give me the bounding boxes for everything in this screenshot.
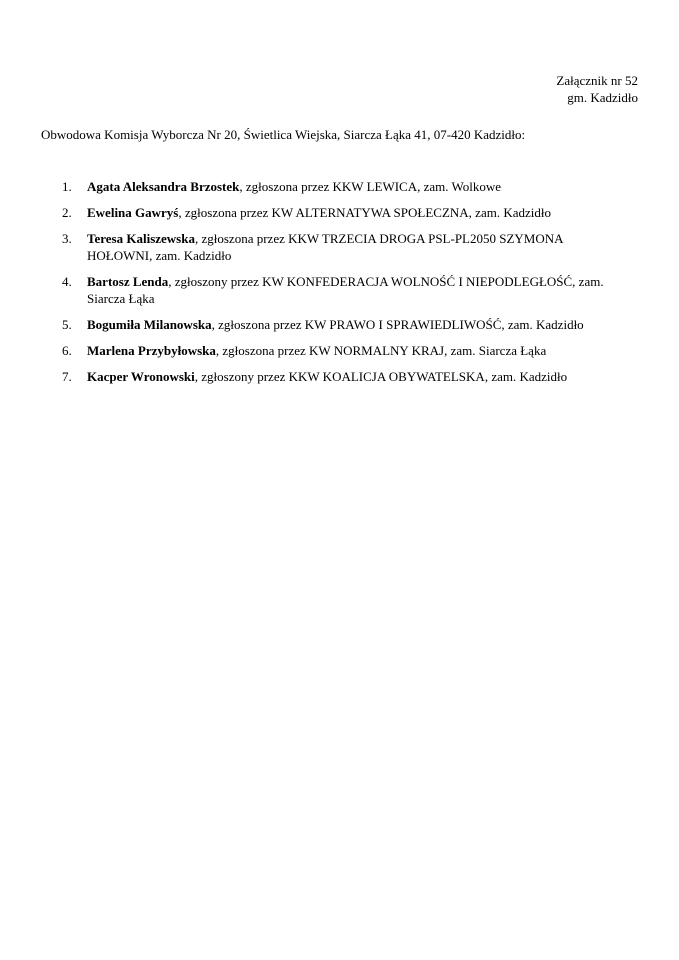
member-name: Kacper Wronowski xyxy=(87,369,195,384)
member-number: 5. xyxy=(62,317,72,332)
municipality-name: gm. Kadzidło xyxy=(567,90,638,105)
member-name: Marlena Przybyłowska xyxy=(87,343,216,358)
member-number: 3. xyxy=(62,231,72,246)
member-details: , zgłoszona przez KW ALTERNATYWA SPOŁECZNA, zam. Kadzidło xyxy=(178,205,551,220)
member-details: , zgłoszony przez KKW KOALICJA OBYWATELSKA, zam. Kadzidło xyxy=(194,369,568,384)
member-details: , zgłoszona przez KKW TRZECIA DROGA PSL-PL2050 SZYMONA HOŁOWNI, zam. Kadzidło xyxy=(87,231,563,263)
member-name: Bogumiła Milanowska xyxy=(87,317,212,332)
member-number: 6. xyxy=(62,343,72,358)
member-item xyxy=(62,178,622,195)
member-number: 7. xyxy=(62,369,72,384)
member-details: , zgłoszony przez KW KONFEDERACJA WOLNOŚĆ I NIEPODLEGŁOŚĆ, zam. Siarcza Łąka xyxy=(87,274,604,306)
attachment-number: Załącznik nr 52 xyxy=(556,73,638,88)
member-item xyxy=(62,273,622,307)
attachment-header xyxy=(556,72,638,106)
members-list xyxy=(62,178,622,394)
member-item xyxy=(62,342,622,359)
member-number: 1. xyxy=(62,179,72,194)
member-item xyxy=(62,230,622,264)
member-name: Agata Aleksandra Brzostek xyxy=(87,179,240,194)
member-details: , zgłoszona przez KW NORMALNY KRAJ, zam. Siarcza Łąka xyxy=(215,343,547,358)
member-item xyxy=(62,204,622,221)
member-details: , zgłoszona przez KKW LEWICA, zam. Wolkowe xyxy=(239,179,502,194)
member-number: 2. xyxy=(62,205,72,220)
member-number: 4. xyxy=(62,274,72,289)
member-details: , zgłoszona przez KW PRAWO I SPRAWIEDLIWOŚĆ, zam. Kadzidło xyxy=(211,317,584,332)
member-item xyxy=(62,316,622,333)
member-name: Teresa Kaliszewska xyxy=(87,231,195,246)
member-name: Ewelina Gawryś xyxy=(87,205,179,220)
commission-title: Obwodowa Komisja Wyborcza Nr 20, Świetlica Wiejska, Siarcza Łąka 41, 07-420 Kadzidło: xyxy=(41,127,526,142)
member-item xyxy=(62,368,622,385)
member-name: Bartosz Lenda xyxy=(87,274,169,289)
